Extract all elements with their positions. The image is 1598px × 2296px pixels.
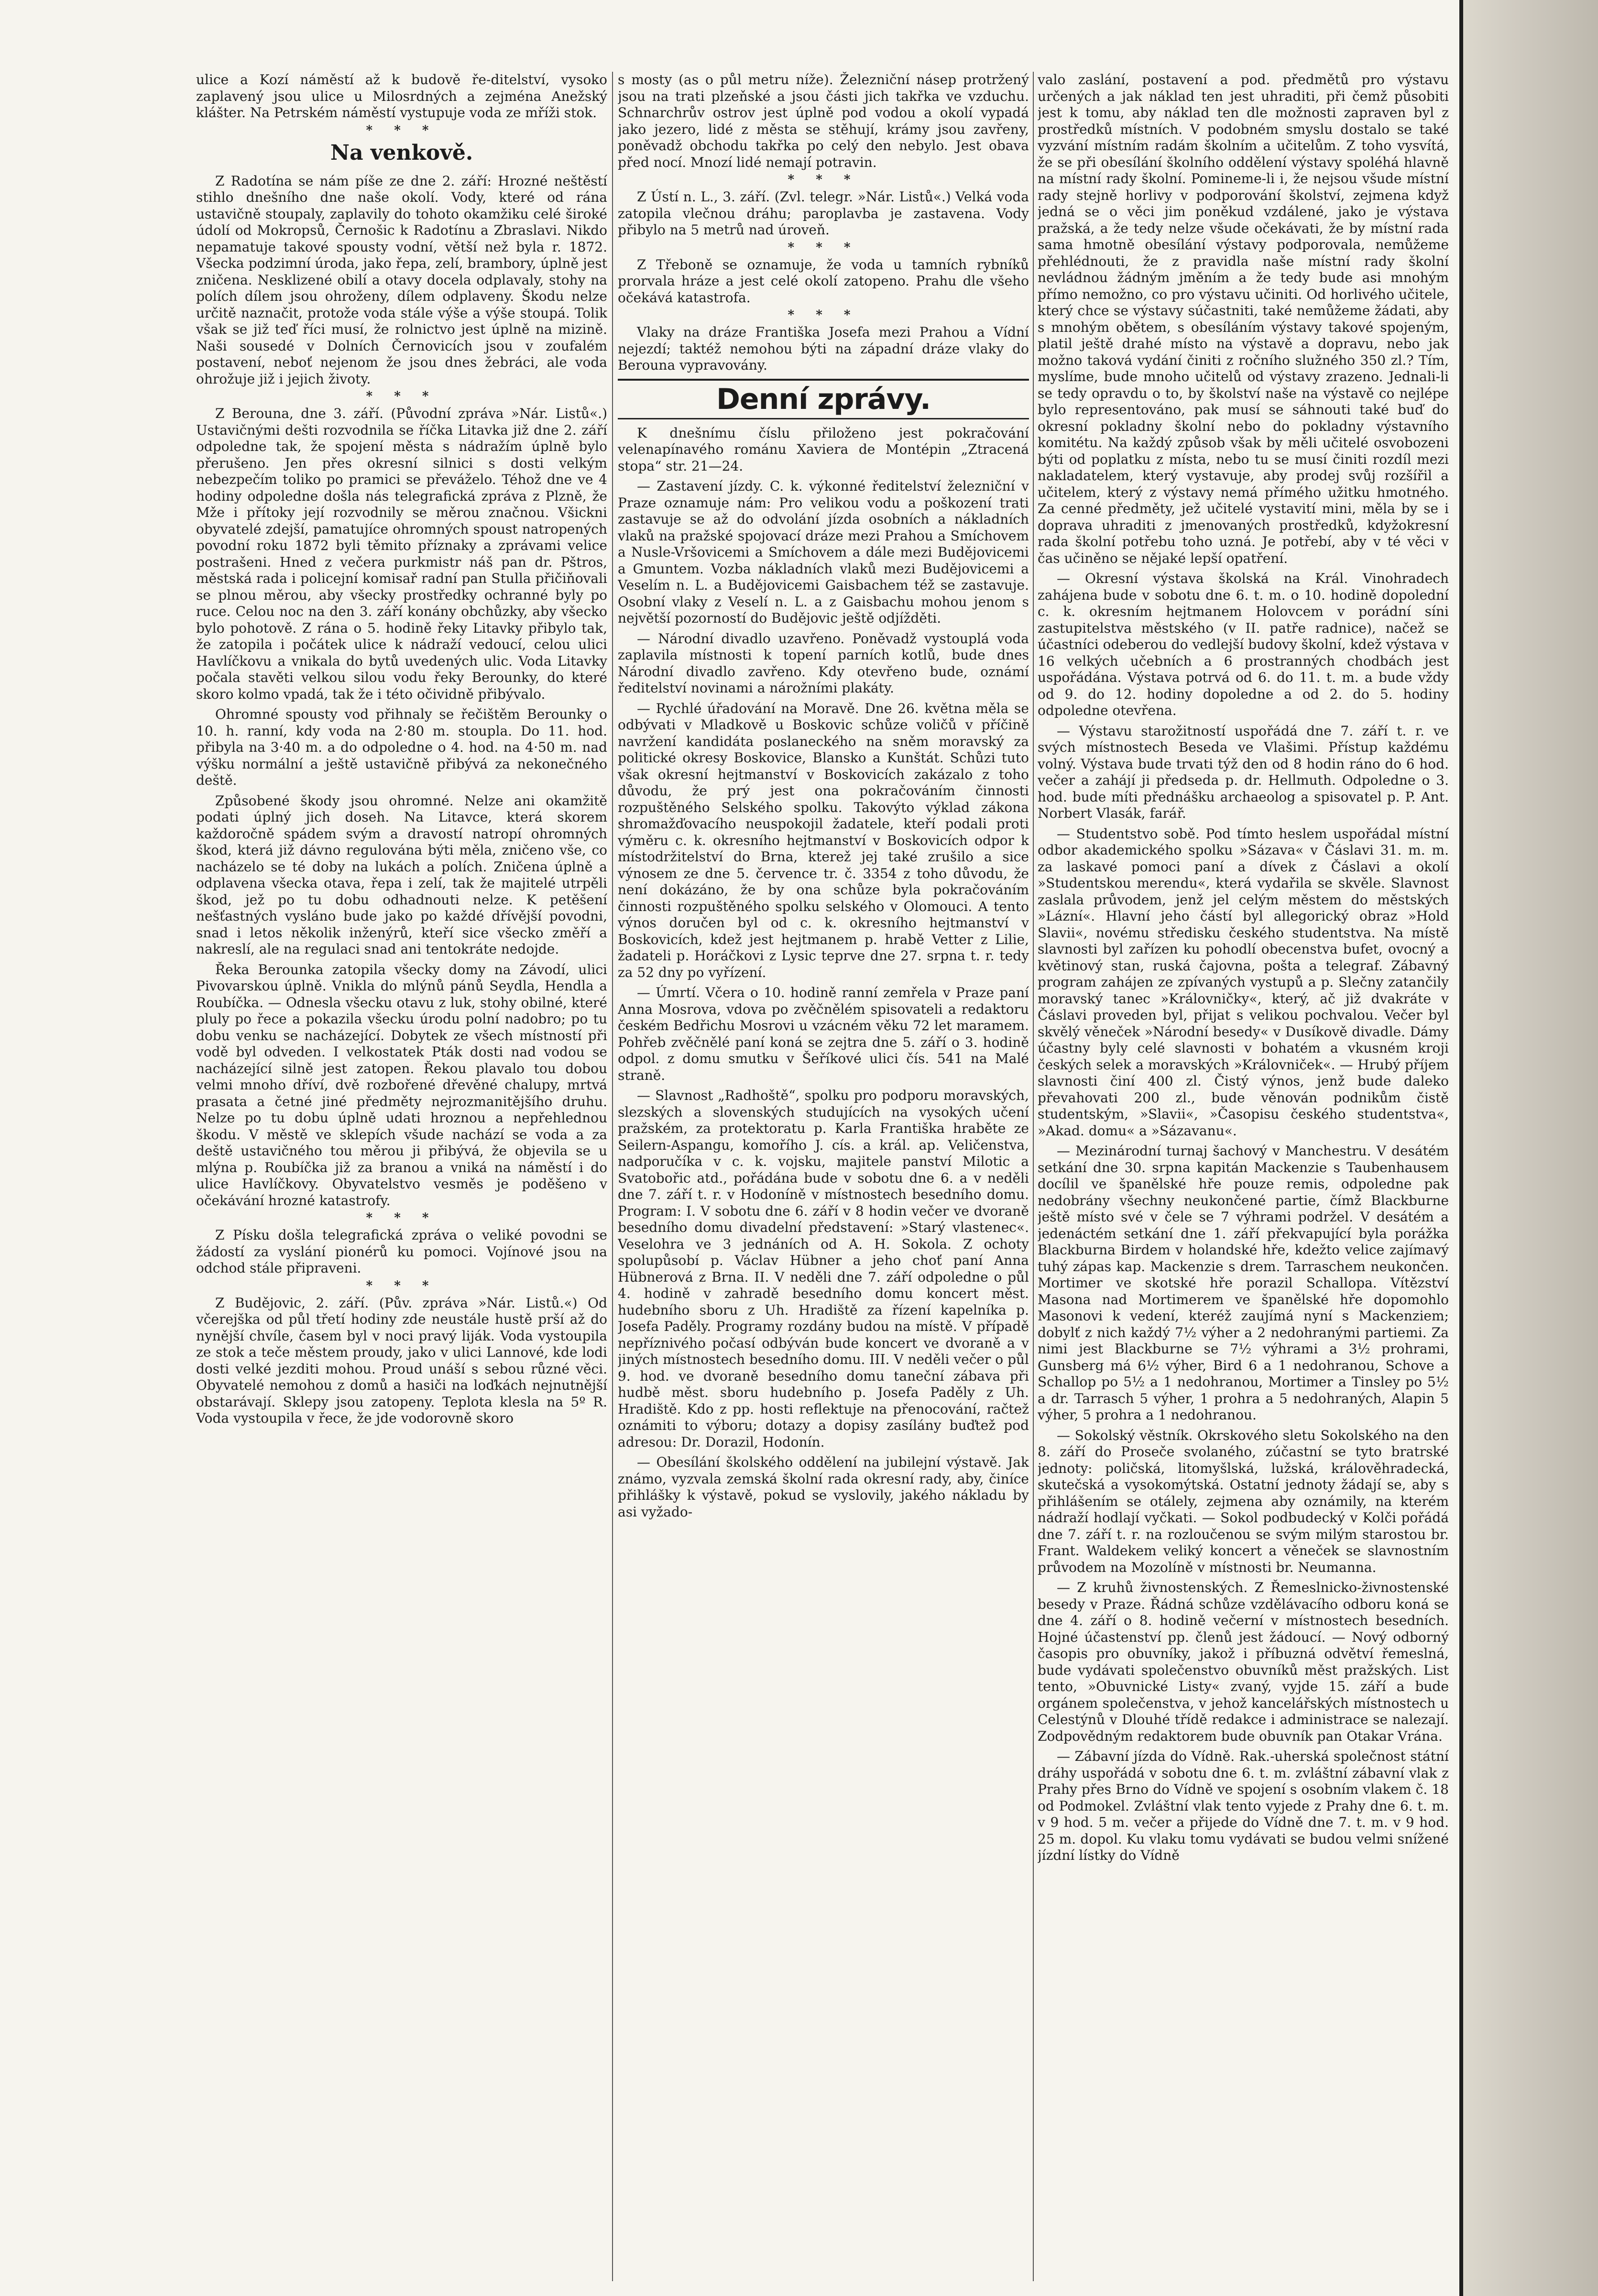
column-rule: [612, 72, 613, 2281]
article-zastaveni-jizdy: — Zastavení jízdy. C. k. výkonné ředitelství železniční v Praze oznamuje nám: Pro velikou vodu a poškození trati zastavuje se až do odvolání jízda osobních a nákladních vlaků na pražské spojovací dráze mezi Prahou a Smíchovem a Nusle-Vršovicemi a Smíchovem a dále mezi Budějovicemi a Gmuntem. Vozba nákladních vlaků mezi Budějovicemi a Veselím n. L. a Budějovicemi Gaisbachem též se zastavuje. Osobní vlaky z Veselí n. L. a z Gaisbachu mohou jenom s největší pozorností do Budějovic ještě odjížděti.: [618, 478, 1029, 626]
article-beroun: Z Berouna, dne 3. září. (Původní zpráva »Nár. Listů«.) Ustavičnými dešti rozvodnila se říčka Litavka již dne 2. září odpoledne tak, že spojení města s nádražím úplně bylo přerušeno. Jen přes okresní silnici s dosti velkým nebezpečím toliko po pramici se převáželo. Téhož dne ve 4 hodiny odpoledne došla nás telegrafická zpráva z Plzně, že Mže i přítoky její rozvodnily se měrou značnou. Všickni obyvatelé zdejší, pamatujíce ohromných spoust natropených povodní roku 1872 byli těmito příznaky a zprávami velice postrašeni. Hned z večera purkmistr náš pan dr. Pštros, městská rada i policejní komisař radní pan Stulla přičiňovali se plnou měrou, aby všecky prostředky ochranné byly po ruce. Celou noc na den 3. září konány obchůzky, aby všecko bylo pohotově. Z rána o 5. hodině řeky Litavky přibylo tak, že zatopila i počátek ulice k nádraží vedoucí, celou ulici Havlíčkovu a vnikala do bytů uvedených ulic. Voda Litavky počala stavěti velkou silou vodu řeky Berounky, do které skoro kolmo vpadá, tak že i této očividně přibývalo.: [196, 406, 607, 702]
column-2: [618, 72, 1029, 2281]
article-zabavni-jizda: — Zábavní jízda do Vídně. Rak.-uherská společnost státní dráhy uspořádá v sobotu dne 6. t. m. zvláštní zábavní vlak z Prahy přes Brno do Vídně ve spojení s osobním vlakem č. 18 od Podmokel. Zvláštní vlak tento vyjede z Prahy dne 6. t. m. v 9 hod. 5 m. večer a přijede do Vídně dne 7. t. m. v 9 hod. 25 m. dopol. Ku vlaku tomu vydávati se budou velmi snížené jízdní lístky do Vídně: [1038, 1748, 1449, 1863]
article-okresni-vystava: — Okresní výstava školská na Král. Vinohradech zahájena bude v sobotu dne 6. t. m. o 10. hodině dopolední c. k. okresním hejtmanem Holovcem v porádní síni zastupitelstva městského (v II. patře radnice), načež se účastníci odeberou do vedlejší budovy školní, kdež výstava v 16 velkých učebních a 6 prostranných chodbách jest uspořádána. Výstava potrvá od 6. do 11. t. m. a bude vždy od 9. do 12. hodiny dopoledne a od 2. do 5. hodiny odpoledne otevřena.: [1038, 571, 1449, 718]
article-turnaj-sachovy: — Mezinárodní turnaj šachový v Manchestru. V desátém setkání dne 30. srpna kapitán Mackenzie s Taubenhausem docílil ve španělské hře pouze remis, odpoledne pak nedobrány všechny neukončené partie, čímž Blackburne ještě místo své v čele se 7 výhrami podržel. V desátém a jedenáctém setkání dne 1. září překvapující byla porážka Blackburna Birdem v holandské hře, kdežto velice zajímavý tuhý zápas kap. Mackenzie s drem. Tarraschem neukončen. Mortimer ve skotské hře porazil Schallopa. Vítězství Masona nad Mortimerem ve španělské hře dopomohlo Masonovi k vedení, kteréž zaujímá nyní s Mackenziem; dobylť z nich každý 7½ výher a 2 nedohranými partiemi. Za nimi jest Blackburne se 7½ výhrami a 3½ prohrami, Gunsberg má 6½ výher, Bird 6 a 1 nedohranou, Schove a Schallop po 5½ a 1 nedohranou, Mortimer a Tinsley po 5½ a dr. Tarrasch 5 výher, 1 prohra a 5 nedohraných, Alapin 5 výher, 5 prohra a 1 nedohranou.: [1038, 1143, 1449, 1423]
separator-stars: * * *: [366, 1278, 438, 1293]
column-3: [1038, 72, 1449, 2281]
article-kruhy-zivnostenske: — Z kruhů živnostenských. Z Řemeslnicko-živnostenské besedy v Praze. Řádná schůze vzdělávacího odboru koná se dne 4. září o 8. hodině večerní v místnostech besedních. Hojné účastenství pp. členů jest žádoucí. — Nový odborný časopis pro obuvníky, jakož i příbuzná odvětví řemeslná, bude vydávati společenstvo obuvníků měst pražských. List tento, »Obuvnické Listy« zvaný, vyjde 15. září a bude orgánem společenstva, v jehož kancelářských místnostech u Celestýnů v Dlouhé třídě redakce i administrace se nalezají. Zodpovědným redaktorem bude obuvník pan Otakar Vrána.: [1038, 1580, 1449, 1744]
article-vlaky: Vlaky na dráze Františka Josefa mezi Prahou a Vídní nejezdí; taktéž nemohou býti na západní dráze vlaky do Berouna vypravovány.: [618, 324, 1029, 373]
page-edge: [1459, 0, 1463, 2296]
article-rychle-uradovani: — Rychlé úřadování na Moravě. Dne 26. května měla se odbývati v Mladkově u Boskovic schůze voličů v příčině navržení kandidáta poslaneckého na sněm moravský za politické okresy Boskovice, Blansko a Kunštát. Schůzi tuto však okresní hejtmanství v Boskovicích zakázalo z toho důvodu, že prý jest ona pokračováním činnosti rozpuštěného Selského spolku. Takovýto výklad zákona shromažďovacího neuspokojil žadatele, kteří podali proti výměru c. k. okresního hejtmanství v Boskovicích odpor k místodržitelství do Brna, kterež jej také zrušilo a sice výnosem ze dne 5. července tr. č. 3354 z toho důvodu, že není dokázáno, že by ona schůze byla pokračováním činnosti rozpuštěného spolku selského v Olomouci. A tento výnos doručen byl od c. k. okresního hejtmanství v Boskovicích, kdež jest hejtmanem p. hrabě Vetter z Lilie, žadateli p. Horáčkovi z Lysic teprve dne 27. srpna t. r. tedy za 52 dny po vyřízení.: [618, 700, 1029, 980]
article-fragment: ulice a Kozí náměstí až k budově ře-ditelství, vysoko zaplavený jsou ulice u Milosrdných a zejména Anežský klášter. Na Petrském náměstí vystupuje voda ze mříži stok.: [196, 72, 607, 121]
article-obesilani: — Obesílání školského oddělení na jubilejní výstavě. Jak známo, vyzvala zemská školní rada okresní rady, aby, činíce přihlášky k výstavě, pokud se vyslovily, jakého nákladu by asi vyžado-: [618, 1454, 1029, 1520]
article-fragment: valo zaslání, postavení a pod. předmětů pro výstavu určených a jak náklad ten jest uhraditi, při čemž působiti jest k tomu, aby náklad ten dle možnosti zapraven byl z prostředků místních. V podobném smyslu dostalo se také vyzvání místním radám školním a učitelům. Z toho vysvítá, že se při obesílání školního oddělení výstavy spoléhá hlavně na místní rady školní. Pomineme-li i, že nejsou všude místní rady stejně horlivy v podporování školství, zejmena když jedná se o věci jim poněkud vzdálené, jako je výstava pražská, a že tedy nelze všude očekávati, že by místní rada sama hmotně obesílání výstavy podporovala, nemůžeme přehlédnouti, že z pravidla naše místní rady školní nevládnou žádným jměním a že tedy bude asi mnohým přímo nemožno, co pro výstavu učiniti. Od horlivého učitele, který chce se výstavy súčastniti, také nemůžeme žádati, aby s mnohým obětem, s obesíláním výstavy takové spojeným, platil ještě drahé místo na výstavě a dopravu, nebo jak možno taková vydání činiti z ročního služného 350 zl.? Tím, myslíme, bude mnoho učitelů od výstavy zrazeno. Jednali-li se tedy opravdu o to, by školství naše na výstavě co nejlépe bylo representováno, pak musí se sáhnouti také buď do okresní pokladny školní nebo do pokladny výstavního komitétu. Na každý způsob však by měli učitelé osvobozeni býti od poplatku z místa, nebo tu se musí činiti rozdíl mezi nakladatelem, který vystavuje, aby prodej svůj rozšířil a učitelem, který z výstavy nemá přímého užitku hmotného. Za cenné předměty, jež učitelé vystavití mini, měla by se i doprava uhraditi z jmenovaných prostředků, kdyžokresní rada školní potřebu toho uzná. Je potřebí, aby v té věci v čas učiněno se nějaké lepší opatření.: [1038, 72, 1449, 566]
article-radotin: Z Radotína se nám píše ze dne 2. září: Hrozné neštěstí stihlo dnešního dne naše okolí. Vody, které od rána ustavičně stoupaly, zaplavily do tohoto okamžiku celé široké údolí od Mokropsů, Černošic k Radotínu a Zbraslavi. Nikdo nepamatuje takové spousty vodní, větší než byla r. 1872. Všecka podzimní úroda, jako řepa, zelí, brambory, úplně jest zničena. Nesklizené obilí a otavy docela odplavaly, stohy na polích dílem jsou ohroženy, dílem odplaveny. Škodu nelze určitě naznačit, protože voda stále výše a výše stoupá. Tolik však se již teď říci musí, že rolnictvo jest úplně na mizině. Naši sousedé v Dolních Černovicích jsou v zoufalém postavení, neboť nejenom že jsou dnes žebráci, ale voda ohrožuje již i jejich životy.: [196, 173, 607, 387]
article-usti: Z Ústí n. L., 3. září. (Zvl. telegr. »Nár. Listů«.) Velká voda zatopila vlečnou dráhu; paroplavba je zastavena. Vody přibylo na 5 metrů nad úroveň.: [618, 189, 1029, 238]
article-beroun-water-levels: Ohromné spousty vod přihnaly se řečištěm Berounky o 10. h. ranní, kdy voda na 2·80 m. stoupla. Do 11. hod. přibyla na 3·40 m. a do odpoledne o 4. hod. na 4·50 m. nad výšku normální a ještě ustavičně přibývá za nekonečného deště.: [196, 706, 607, 788]
column-rule: [1033, 72, 1034, 2281]
article-budejovice: Z Budějovic, 2. září. (Pův. zpráva »Nár. Listů.«) Od včerejška od půl třetí hodiny zde neustále hustě prší až do nynější chvíle, časem byl v noci pravý liják. Voda vystoupila ze stok a teče městem proudy, jako v ulici Lannové, kde lodi dosti velké jezditi mohou. Proud unáší s sebou různé věci. Obyvatelé nemohou z domů a hasiči na loďkách nejnutnější obstarávají. Sklepy jsou zatopeny. Teplota klesla na 5º R. Voda vystoupila v řece, že jde vodorovně skoro: [196, 1295, 607, 1426]
separator-stars: * * *: [366, 123, 438, 138]
section-heading-box: [618, 379, 1029, 419]
article-beroun-damage: Způsobené škody jsou ohromné. Nelze ani okamžitě podati úplný jich doseh. Na Litavce, která skorem každoročně spádem svým a dravostí natropí ohromných škod, která již dávno regulována býti měla, zničeno vše, co nacházelo se té doby na lukách a polích. Zničena úplně a odplavena všecka otava, řepa i zelí, tak že majitelé utrpěli škod, jež po tu dobu odhadnouti nelze. K petěšení nešťastných vysláno bude jako po každé dřívější povodni, snad i letos několik inženýrů, kteří sice všecko změří a nakreslí, ale na regulaci snad ani tentokráte nedojde.: [196, 792, 607, 957]
separator-stars: * * *: [788, 240, 859, 255]
article-trebon: Z Třeboně se oznamuje, že voda u tamních rybníků prorvala hráze a jest celé okolí zatopeno. Prahu dle všeho očekává katastrofa.: [618, 256, 1029, 306]
separator-stars: * * *: [366, 389, 438, 404]
article-sokolsky-vestnik: — Sokolský věstník. Okrskového sletu Sokolského na den 8. září do Proseče svolaného, zúčastní se tyto bratrské jednoty: poličská, litomyšlská, lužská, králověhradecká, skutečská a vysokomýtská. Ostatní jednoty žádají se, aby s přihlášením se otálely, zejmena aby oznámily, na kterém nádraží hodlají vyčkati. — Sokol podbudecký v Kolči pořádá dne 7. září t. r. na rozloučenou se svým milým starostou br. Frant. Waldekem veliký koncert a věneček se slavnostním průvodem na Mozolíně v místnosti br. Neumanna.: [1038, 1427, 1449, 1575]
article-umrti: — Úmrtí. Včera o 10. hodině ranní zemřela v Praze paní Anna Mosrova, vdova po zvěčnělém spisovateli a redaktoru českém Bedřichu Mosrovi u vzácném věku 72 let maramem. Pohřeb zvěčnělé paní koná se zejtra dne 5. září o 3. hodině odpol. z domu smutku v Šeříkové ulici čís. 541 na Malé straně.: [618, 985, 1029, 1083]
scan-margin: [1463, 0, 1598, 2296]
section-heading-na-venkove: Na venkově.: [330, 140, 473, 165]
notice-novel-supplement: K dnešnímu číslu přiloženo jest pokračování velenapínavého románu Xaviera de Montépin „Ztracená stopa“ str. 21—24.: [618, 425, 1029, 474]
article-fragment: s mosty (as o půl metru níže). Železniční násep protržený jsou na trati plzeňské a jsou části jich takřka ve vzduchu. Schnarchrův ostrov jest úplně pod vodou a okolí vypadá jako jezero, lidé z města se stěhují, krámy jsou zavřeny, poněvadž obchodu takřka po celý den nebylo. Jest obava před nocí. Mnozí lidé nemají potravin.: [618, 72, 1029, 170]
separator-stars: * * *: [366, 1211, 438, 1225]
separator-stars: * * *: [788, 173, 859, 187]
article-studentstvo: — Studentstvo sobě. Pod tímto heslem uspořádal místní odbor akademického spolku »Sázava« v Čáslavi 31. m. m. za laskavé pomoci paní a dívek z Čáslavi a okolí »Studentskou merendu«, která vydařila se skvěle. Slavnost zaslala průvodem, jenž jel celým městem do městských »Lázní«. Hlavní jeho částí byl allegorický obraz »Hold Slavii«, novému středisku českého studentstva. Na místě slavnosti byl zařízen ku pohodlí obecenstva bufet, ovocný a květinový stan, ruská čajovna, pošta a telegraf. Zábavný program zahájen ze zpívaných vystupů a p. Slečny zatančily moravský tanec »Královničky«, který, ač již dvakráte v Čáslavi proveden byl, přijat s velikou pochvalou. Večer byl skvělý věneček »Národní besedy« v Dusíkově divadle. Dámy účastny byly celé slavnosti v bohatém a vkusném kroji českých selek a moravských »Královniček«. — Hrubý příjem slavnosti činí 400 zl. Čistý výnos, jenž bude daleko převahovati 200 zl., bude věnován podnikům čistě studentským, »Slavii«, »Časopisu českého studentstva«, »Akad. domu« a »Sázavanu«.: [1038, 825, 1449, 1139]
section-heading-denni-zpravy: Denní zprávy.: [716, 382, 930, 416]
article-pisek: Z Písku došla telegrafická zpráva o veliké povodni se žádostí za vyslání pionérů ku pomoci. Vojínové jsou na odchod stále připraveni.: [196, 1227, 607, 1276]
article-berounka: Řeka Berounka zatopila všecky domy na Závodí, ulici Pivovarskou úplně. Vnikla do mlýnů pánů Seydla, Hendla a Roubíčka. — Odnesla všecku otavu z luk, stohy obilné, které pluly po řece a pokazila všecku úrodu polní nadobro; po tu dobu venku se nacházející. Dobytek ze všech místností při vodě byl odveden. I velkostatek Pták dosti nad vodou se nacházející silně jest zatopen. Řekou plavalo tou dobou velmi mnoho dříví, dvě rozbořené dřevěné chalupy, mrtvá prasata a četné jiné předměty nejrozmanitějšího druhu. Nelze po tu dobu úplně udati hroznou a nepřehlednou škodu. V městě ve sklepích všude nachází se voda a za deště ustavičného tou měrou ji přibývá, že objevila se u mlýna p. Roubíčka již za branou a vniká na náměstí i do ulice Havlíčkovy. Obyvatelstvo vesměs je poděšeno v očekávání hrozné katastrofy.: [196, 961, 607, 1208]
separator-stars: * * *: [788, 308, 859, 322]
article-narodni-divadlo: — Národní divadlo uzavřeno. Poněvadž vystouplá voda zaplavila místnosti k topení parních kotlů, bude dnes Národní divadlo zavřeno. Kdy otevřeno bude, oznámí ředitelství novinami a nárožními plakáty.: [618, 630, 1029, 696]
article-slavnost-radhoste: — Slavnost „Radhoště“, spolku pro podporu moravských, slezských a slovenských studujících na vysokých učení pražském, za protektoratu p. Karla Františka hraběte ze Seilern-Aspangu, komořího J. cís. a král. ap. Veličenstva, nadporučíka v c. k. vojsku, majitele panství Milotic a Svatobořic atd., pořádána bude v sobotu dne 6. a v neděli dne 7. září t. r. v Hodoníně v místnostech besedního domu. Program: I. V sobotu dne 6. září v 8 hodin večer ve dvoraně besedního domu divadelní představení: »Starý vlastenec«. Veselohra ve 3 jednáních od A. H. Sokola. Z ochoty spolupůsobí p. Václav Hübner a jeho choť paní Anna Hübnerová z Brna. II. V neděli dne 7. září odpoledne o půl 4. hodině v zahradě besedního domu koncert měst. hudebního sboru z Uh. Hradiště za řízení kapelníka p. Josefa Paděly. Programy rozdány budou na místě. V případě nepříznivého počasí odbýván bude koncert ve dvoraně a v jiných místnostech besedního domu. III. V neděli večer o půl 9. hod. ve dvoraně besedního domu taneční zábava při hudbě měst. sboru hudebního p. Josefa Paděly z Uh. Hradiště. Kdo z pp. hosti reflektuje na přenocování, račtež oznámiti to výboru; dotazy a dopisy zasílány buďtež pod adresou: Dr. Dorazil, Hodonín.: [618, 1088, 1029, 1450]
column-1: [196, 72, 607, 2281]
article-vystava-starozitnosti: — Výstavu starožitností uspořádá dne 7. září t. r. ve svých místnostech Beseda ve Vlašimi. Přístup každému volný. Výstava bude trvati týž den od 8 hodin ráno do 6 hod. večer a zahájí ji předseda p. dr. Hellmuth. Odpoledne o 3. hod. bude míti přednášku archaeolog a spisovatel p. P. Ant. Norbert Vlasák, farář.: [1038, 723, 1449, 821]
